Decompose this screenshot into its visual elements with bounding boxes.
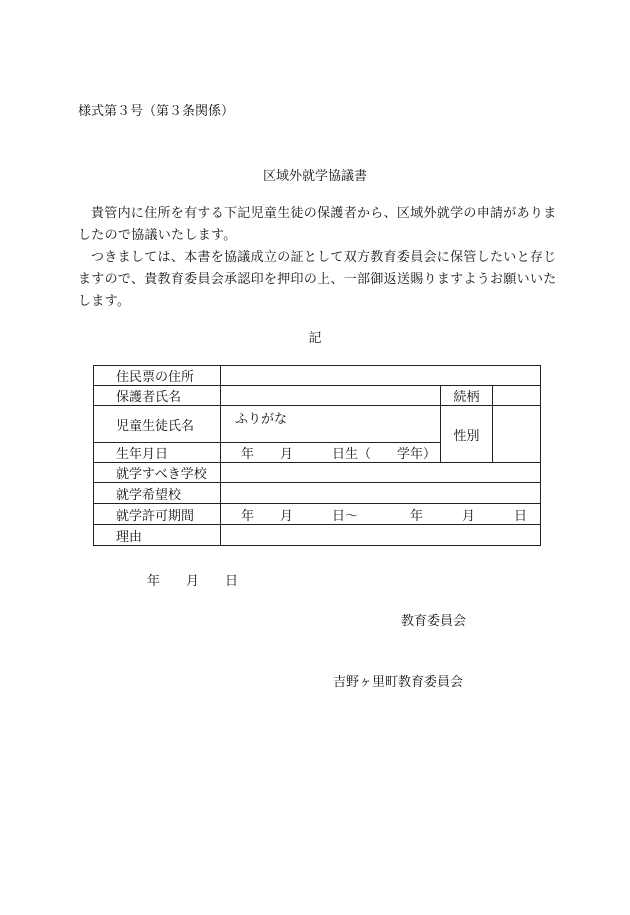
table-row: [94, 525, 541, 546]
body-paragraph-1: 貴管内に住所を有する下記児童生徒の保護者から、区域外就学の申請がありましたので協議いたします。: [78, 206, 557, 243]
table-row: [94, 386, 541, 406]
relation-label: 続柄: [441, 386, 493, 406]
form-number: 様式第３号（第３条関係）: [78, 104, 235, 119]
birth-field[interactable]: 年 月 日生（ 学年）: [221, 443, 441, 463]
body-paragraph-2: つきましては、本書を協議成立の証として双方教育委員会に保管したいと存じますので、貴教育委員会承認印を押印の上、一部御返送賜りますようお願いいたします。: [78, 250, 557, 309]
body-text: [78, 203, 558, 313]
ki-label: 記: [308, 331, 322, 346]
issue-date: 年 月 日: [147, 574, 239, 589]
school-hope-field[interactable]: [221, 483, 541, 504]
address-label: 住民票の住所: [94, 366, 221, 386]
school-should-label: 就学すべき学校: [94, 463, 221, 483]
student-label: 児童生徒氏名: [94, 406, 221, 443]
gender-field[interactable]: [493, 406, 541, 463]
table-row: [94, 483, 541, 504]
reason-label: 理由: [94, 525, 221, 546]
gender-label: 性別: [441, 406, 493, 463]
birth-label: 生年月日: [94, 443, 221, 463]
recipient-board: 教育委員会: [401, 614, 467, 629]
student-name-field[interactable]: [221, 406, 441, 443]
table-row: [94, 504, 541, 525]
table-row: [94, 366, 541, 386]
table-row: [94, 406, 541, 443]
form-table: [93, 365, 541, 546]
guardian-field[interactable]: [221, 386, 441, 406]
school-hope-label: 就学希望校: [94, 483, 221, 504]
period-field[interactable]: 年 月 日～ 年 月 日: [221, 504, 541, 525]
address-field[interactable]: [221, 366, 541, 386]
guardian-label: 保護者氏名: [94, 386, 221, 406]
furigana-label: ふりがな: [235, 412, 288, 427]
document-title: 区域外就学協議書: [262, 169, 367, 184]
relation-field[interactable]: [493, 386, 541, 406]
issuer-board: 吉野ヶ里町教育委員会: [333, 675, 464, 690]
school-should-field[interactable]: [221, 463, 541, 483]
reason-field[interactable]: [221, 525, 541, 546]
table-row: [94, 463, 541, 483]
period-label: 就学許可期間: [94, 504, 221, 525]
